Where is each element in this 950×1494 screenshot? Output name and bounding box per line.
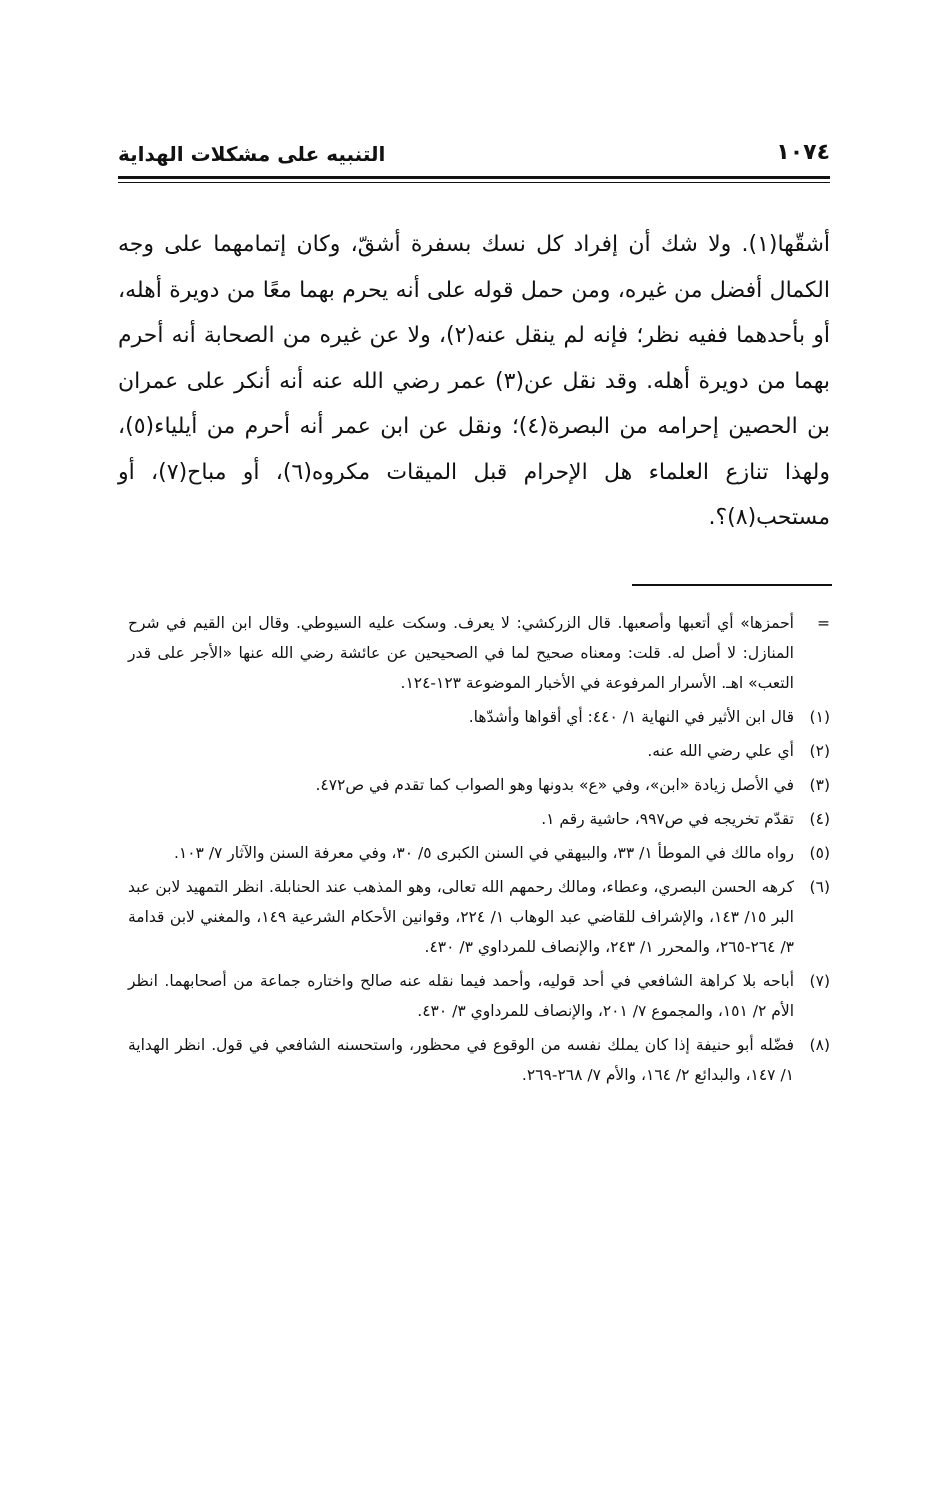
footnote-3 xyxy=(128,770,830,800)
page-number: ١٠٧٤ xyxy=(776,140,830,165)
footnote-marker: (٥) xyxy=(809,844,830,862)
main-paragraph: أشقّها(١). ولا شك أن إفراد كل نسك بسفرة أشقّ، وكان إتمامهما على وجه الكمال أفضل من غيره، ومن حمل قوله على أنه يحرم بهما معًا من دويرة أهله، أو بأحدهما ففيه نظر؛ فإنه لم ينقل عنه(٢)، ولا عن غيره من الصحابة أنه أحرم بهما من دويرة أهله. وقد نقل عن(٣) عمر رضي الله عنه أنه أنكر على عمران بن الحصين إحرامه من البصرة(٤)؛ ونقل عن ابن عمر أنه أحرم من أيلياء(٥)، ولهذا تنازع العلماء هل الإحرام قبل الميقات مكروه(٦)، أو مباح(٧)، أو مستحب(٨)؟. xyxy=(118,232,830,530)
footnote-text: في الأصل زيادة «ابن»، وفي «ع» بدونها وهو الصواب كما تقدم في ص٤٧٢. xyxy=(315,776,794,794)
footnote-4 xyxy=(128,804,830,834)
footnote-8 xyxy=(128,1030,830,1090)
footnote-marker: (٣) xyxy=(809,776,830,794)
footnote-text: أي علي رضي الله عنه. xyxy=(647,742,794,760)
footnote-continuation xyxy=(128,608,830,698)
running-title: التنبيه على مشكلات الهداية xyxy=(118,142,386,166)
footnote-5 xyxy=(128,838,830,868)
footnote-marker: (٨) xyxy=(809,1036,830,1054)
footnote-marker: (٤) xyxy=(809,810,830,828)
footnote-marker: (٢) xyxy=(809,742,830,760)
footnote-marker: (١) xyxy=(809,708,830,726)
footnote-2 xyxy=(128,736,830,766)
footnote-marker: (٦) xyxy=(809,878,830,896)
main-text-block xyxy=(118,222,830,541)
footnote-text: أباحه بلا كراهة الشافعي في أحد قوليه، وأحمد فيما نقله عنه صالح واختاره جماعة من أصحابهما. انظر الأم ٢/ ١٥١، والمجموع ٧/ ٢٠١، والإنصاف للمرداوي ٣/ ٤٣٠. xyxy=(128,972,794,1020)
footnote-6 xyxy=(128,872,830,962)
footnote-marker: = xyxy=(817,614,830,632)
footnote-marker: (٧) xyxy=(809,972,830,990)
header-rule-thin xyxy=(118,182,830,183)
footnote-1 xyxy=(128,702,830,732)
footnote-text: تقدّم تخريجه في ص٩٩٧، حاشية رقم ١. xyxy=(541,810,794,828)
footnotes xyxy=(128,608,830,1094)
footnote-text: فضّله أبو حنيفة إذا كان يملك نفسه من الوقوع في محظور، واستحسنه الشافعي في قول. انظر الهداية ١/ ١٤٧، والبدائع ٢/ ١٦٤، والأم ٧/ ٢٦٨-٢٦٩. xyxy=(128,1036,794,1084)
footnote-7 xyxy=(128,966,830,1026)
footnote-text: كرهه الحسن البصري، وعطاء، ومالك رحمهم الله تعالى، وهو المذهب عند الحنابلة. انظر التمهيد لابن عبد البر ١٥/ ١٤٣، والإشراف للقاضي عبد الوهاب ١/ ٢٢٤، وقوانين الأحكام الشرعية ١٤٩، والمغني لابن قدامة ٣/ ٢٦٤-٢٦٥، والمحرر ١/ ٢٤٣، والإنصاف للمرداوي ٣/ ٤٣٠. xyxy=(128,878,794,956)
page-header xyxy=(118,140,830,178)
footnote-text: أحمزها» أي أتعبها وأصعبها. قال الزركشي: لا يعرف. وسكت عليه السيوطي. وقال ابن القيم في شرح المنازل: لا أصل له. قلت: ومعناه صحيح لما في الصحيحين عن عائشة رضي الله عنها «الأجر على قدر التعب» اهـ. الأسرار المرفوعة في الأخبار الموضوعة ١٢٣-١٢٤. xyxy=(128,614,794,692)
footnote-text: رواه مالك في الموطأ ١/ ٣٣، والبيهقي في السنن الكبرى ٥/ ٣٠، وفي معرفة السنن والآثار ٧/ ١٠٣. xyxy=(173,844,794,862)
footnote-text: قال ابن الأثير في النهاية ١/ ٤٤٠: أي أقواها وأشدّها. xyxy=(468,708,794,726)
footnote-separator xyxy=(632,584,832,586)
header-rule-thick xyxy=(118,176,830,179)
